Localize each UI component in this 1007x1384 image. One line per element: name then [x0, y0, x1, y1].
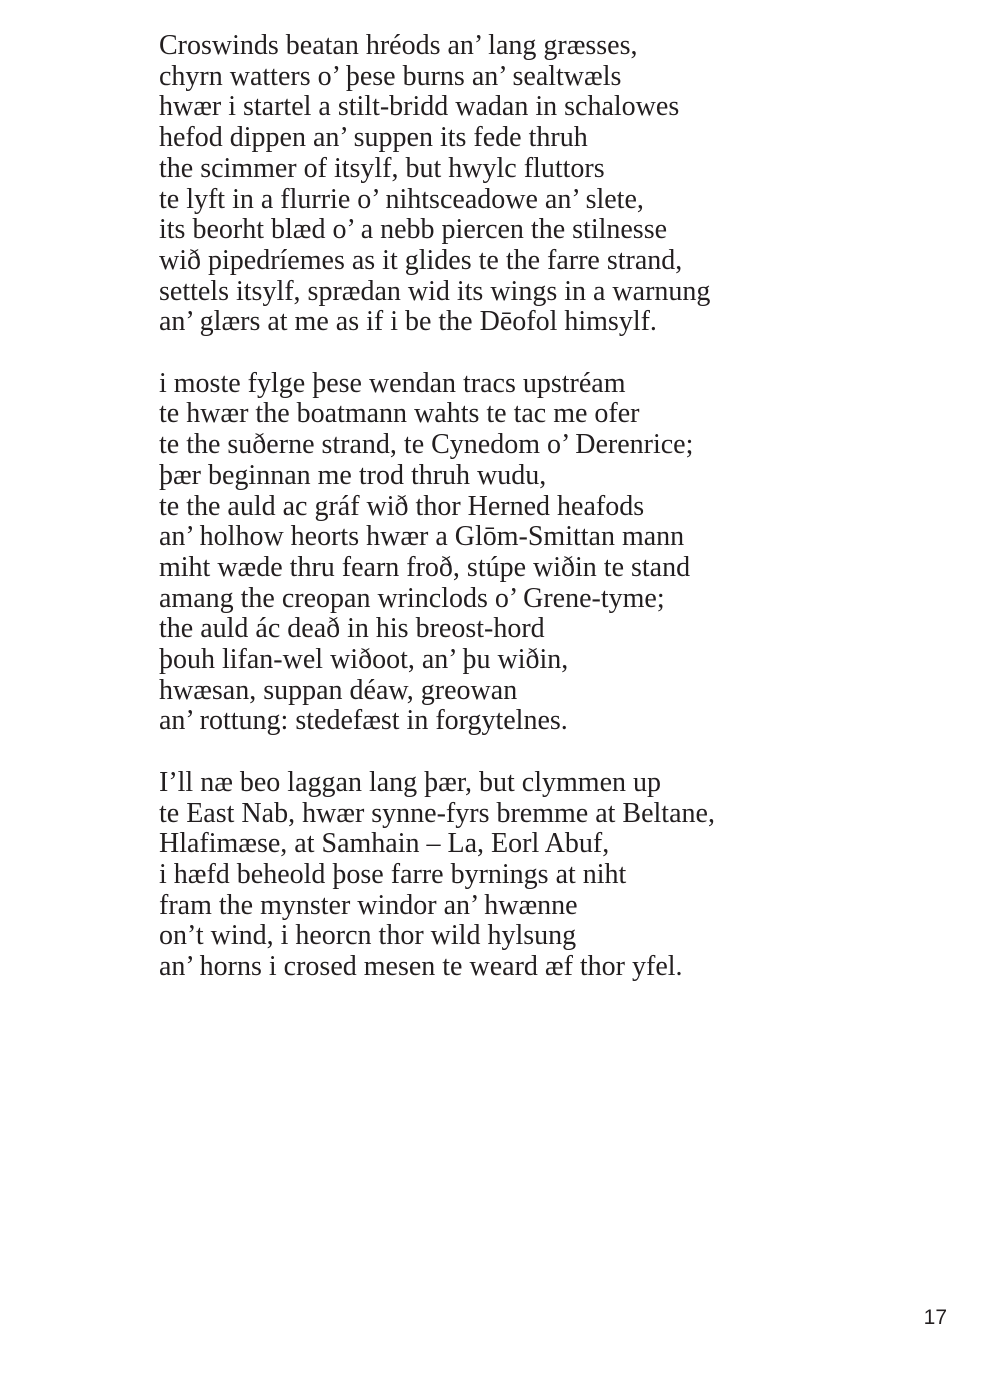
poem-line: te the suðerne strand, te Cynedom o’ Derenrice; — [159, 429, 694, 461]
poem-line: amang the creopan wrinclods o’ Grene-tyme; — [159, 582, 665, 614]
poem-line: te hwær the boatmann wahts te tac me ofer — [159, 398, 640, 430]
poem-line: settels itsylf, sprædan wid its wings in a warnung — [159, 275, 711, 307]
poem-line: on’t wind, i heorcn thor wild hylsung — [159, 920, 577, 952]
poem-line: hwær i startel a stilt-bridd wadan in schalowes — [159, 91, 680, 123]
poem-line: þær beginnan me trod thruh wudu, — [159, 459, 547, 491]
poem-line: wið pipedríemes as it glides te the farre strand, — [159, 244, 683, 276]
poem-line: i hæfd beheold þose farre byrnings at niht — [159, 858, 627, 890]
poem-line: an’ rottung: stedefæst in forgytelnes. — [159, 705, 568, 737]
poem — [159, 31, 979, 1013]
poem-line: an’ horns i crosed mesen te weard æf thor yfel. — [159, 951, 683, 983]
poem-line: chyrn watters o’ þese burns an’ sealtwæls — [159, 60, 622, 92]
stanza-2 — [159, 369, 979, 737]
stanza-3 — [159, 768, 979, 983]
page-number: 17 — [923, 1306, 947, 1329]
poem-line: þouh lifan-wel wiðoot, an’ þu wiðin, — [159, 644, 569, 676]
poem-line: the scimmer of itsylf, but hwylc fluttors — [159, 152, 605, 184]
poem-line: te the auld ac gráf wið thor Herned heafods — [159, 490, 645, 522]
poem-line: te East Nab, hwær synne-fyrs bremme at Beltane, — [159, 797, 715, 829]
poem-line: hefod dippen an’ suppen its fede thruh — [159, 122, 588, 154]
poem-line: the auld ác deað in his breost-hord — [159, 613, 545, 645]
stanza-1 — [159, 31, 979, 338]
poem-line: an’ glærs at me as if i be the Dēofol himsylf. — [159, 306, 657, 338]
poem-line: miht wæde thru fearn froð, stúpe wiðin te stand — [159, 551, 691, 583]
poem-line: i moste fylge þese wendan tracs upstréam — [159, 367, 626, 399]
poem-line: te lyft in a flurrie o’ nihtsceadowe an’ slete, — [159, 183, 644, 215]
poem-line: I’ll næ beo laggan lang þær, but clymmen up — [159, 766, 662, 798]
poem-line: an’ holhow heorts hwær a Glōm-Smittan mann — [159, 521, 685, 553]
poem-line: hwæsan, suppan déaw, greowan — [159, 674, 518, 706]
poem-line: fram the mynster windor an’ hwænne — [159, 889, 578, 921]
poem-line: Croswinds beatan hréods an’ lang græsses, — [159, 30, 638, 61]
poem-line: its beorht blæd o’ a nebb piercen the stilnesse — [159, 214, 668, 246]
poem-line: Hlafimæse, at Samhain – La, Eorl Abuf, — [159, 828, 610, 860]
